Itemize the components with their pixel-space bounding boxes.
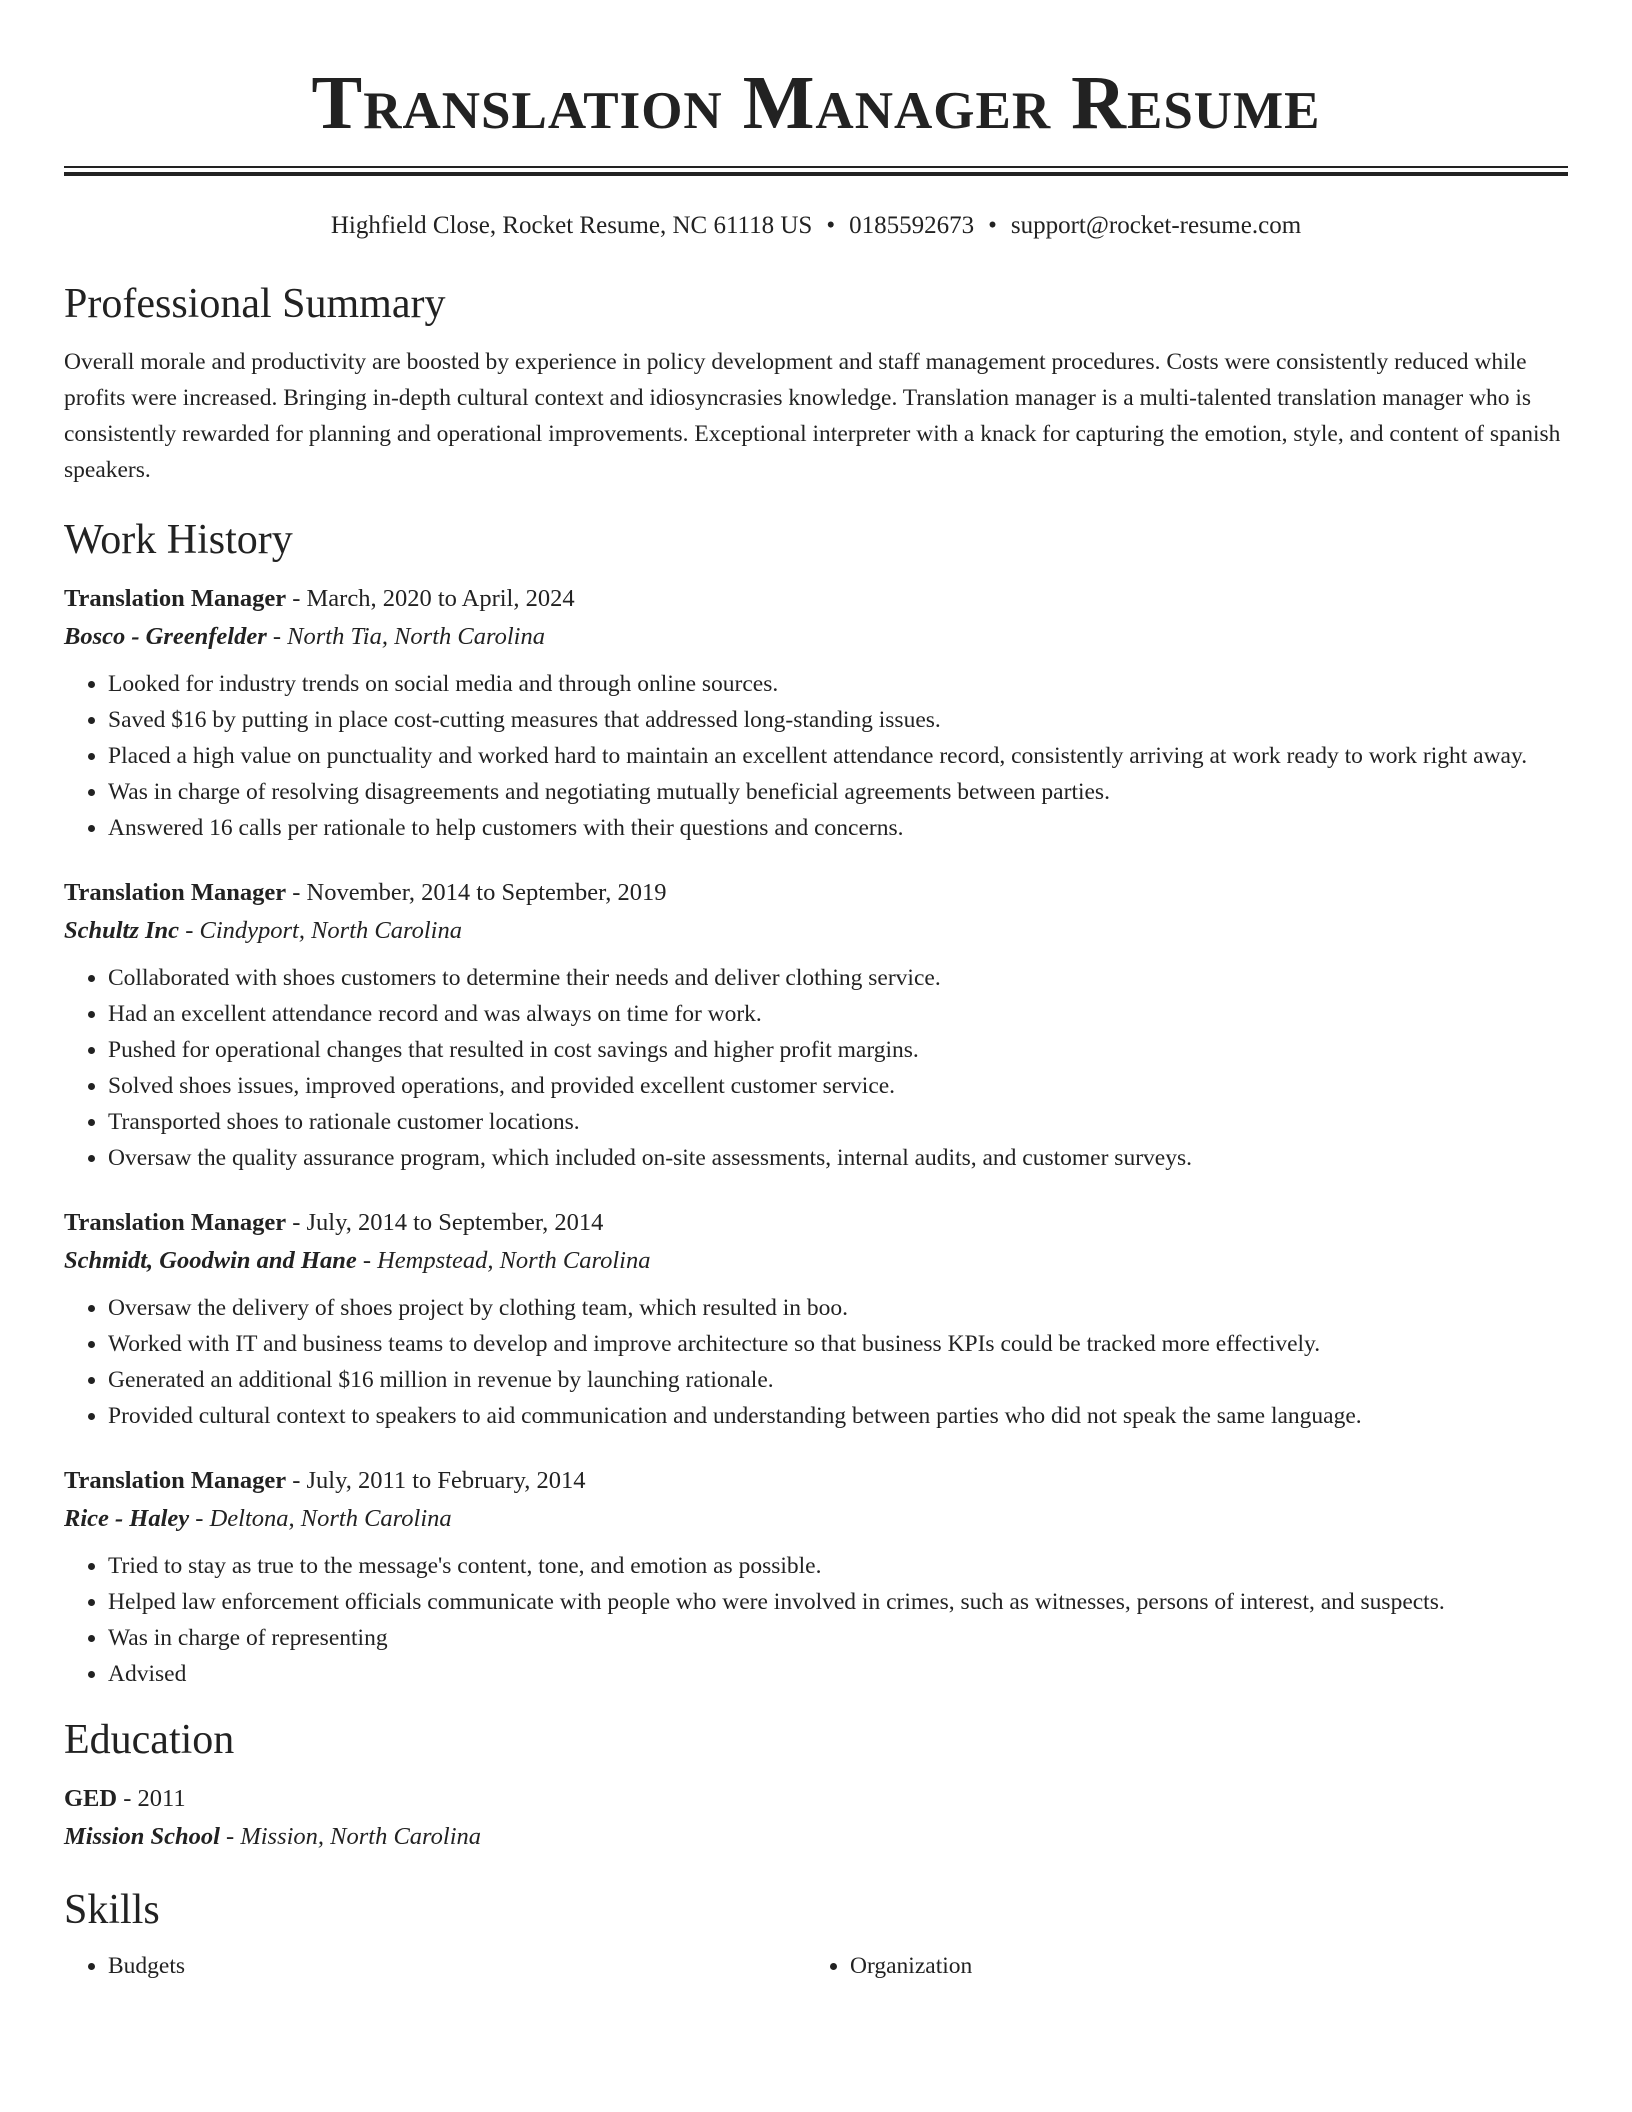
job-location: - Deltona, North Carolina <box>189 1505 452 1532</box>
contact-email: support@rocket-resume.com <box>1010 212 1302 239</box>
job-bullet: • Collaborated with shoes customers to determine their needs and deliver clothing service. <box>108 960 1568 996</box>
job-title-line <box>64 580 1568 618</box>
education-degree-line <box>64 1780 1568 1818</box>
skills-column-right <box>806 1948 1548 1984</box>
job-company-line <box>64 1500 1568 1538</box>
skills-column-left <box>64 1948 806 1984</box>
contact-separator: • <box>988 212 997 239</box>
job-bullet: • Solved shoes issues, improved operations, and provided excellent customer service. <box>108 1068 1568 1104</box>
job-bullet: • Answered 16 calls per rationale to help customers with their questions and concerns. <box>108 810 1568 846</box>
resume-title: Translation Manager Resume <box>311 61 1321 145</box>
job-company: Rice - Haley <box>64 1505 190 1532</box>
job-location: - Hempstead, North Carolina <box>356 1247 651 1274</box>
job-bullets <box>64 666 1568 846</box>
job-title-line <box>64 1462 1568 1500</box>
summary-heading: Professional Summary <box>64 281 446 327</box>
job-bullet: • Was in charge of resolving disagreements and negotiating mutually beneficial agreements between parties. <box>108 774 1568 810</box>
job-company: Bosco - Greenfelder <box>64 623 267 650</box>
job-bullet: • Advised <box>108 1656 1568 1692</box>
job-bullets <box>64 1290 1568 1434</box>
job-bullet: • Generated an additional $16 million in revenue by launching rationale. <box>108 1362 1568 1398</box>
job-dates: - November, 2014 to September, 2019 <box>286 879 667 906</box>
education-school-line <box>64 1818 1568 1856</box>
job-entry <box>64 580 1568 846</box>
job-entry <box>64 1204 1568 1434</box>
contact-line <box>64 210 1568 242</box>
education-location: - Mission, North Carolina <box>219 1823 482 1850</box>
job-company-line <box>64 618 1568 656</box>
job-title: Translation Manager <box>64 1209 287 1236</box>
contact-phone: 0185592673 <box>849 212 975 239</box>
job-title: Translation Manager <box>64 879 287 906</box>
education-year: - 2011 <box>117 1785 186 1812</box>
job-location: - North Tia, North Carolina <box>266 623 545 650</box>
job-title-line <box>64 874 1568 912</box>
contact-address: Highfield Close, Rocket Resume, NC 61118 US <box>330 212 813 239</box>
job-location: - Cindyport, North Carolina <box>179 917 462 944</box>
job-bullet: • Worked with IT and business teams to develop and improve architecture so that business KPIs could be tracked more effectively. <box>108 1326 1568 1362</box>
work-history-heading: Work History <box>64 517 293 563</box>
contact-separator: • <box>826 212 836 239</box>
job-bullet: • Pushed for operational changes that resulted in cost savings and higher profit margins. <box>108 1032 1568 1068</box>
skills-list <box>64 1948 1568 1984</box>
job-bullet: • Saved $16 by putting in place cost-cutting measures that addressed long-standing issues. <box>108 702 1568 738</box>
job-bullets <box>64 960 1568 1176</box>
job-company: Schultz Inc <box>64 917 180 944</box>
job-title: Translation Manager <box>64 1467 287 1494</box>
skill-item: • Organization <box>850 1948 1548 1984</box>
job-bullet: • Transported shoes to rationale customer locations. <box>108 1104 1568 1140</box>
job-bullet: • Had an excellent attendance record and was always on time for work. <box>108 996 1568 1032</box>
job-bullet: • Placed a high value on punctuality and worked hard to maintain an excellent attendance record, consistently arriving at work ready to work right away. <box>108 738 1568 774</box>
job-dates: - July, 2014 to September, 2014 <box>286 1209 604 1236</box>
job-title: Translation Manager <box>64 585 287 612</box>
education-degree: GED <box>64 1785 118 1812</box>
job-entry <box>64 1462 1568 1692</box>
education-heading: Education <box>64 1717 235 1763</box>
job-bullet: • Oversaw the quality assurance program, which included on-site assessments, internal audits, and customer surveys. <box>108 1140 1568 1176</box>
skill-item: • Budgets <box>108 1948 806 1984</box>
job-bullet: • Oversaw the delivery of shoes project by clothing team, which resulted in boo. <box>108 1290 1568 1326</box>
job-entry <box>64 874 1568 1176</box>
job-company: Schmidt, Goodwin and Hane <box>64 1247 357 1274</box>
job-bullet: • Looked for industry trends on social media and through online sources. <box>108 666 1568 702</box>
job-dates: - March, 2020 to April, 2024 <box>286 585 575 612</box>
job-company-line <box>64 1242 1568 1280</box>
education-school: Mission School <box>64 1823 220 1850</box>
skills-heading: Skills <box>64 1887 160 1933</box>
job-bullet: • Provided cultural context to speakers to aid communication and understanding between parties who did not speak the same language. <box>108 1398 1568 1434</box>
job-bullets <box>64 1548 1568 1692</box>
job-bullet: • Tried to stay as true to the message's content, tone, and emotion as possible. <box>108 1548 1568 1584</box>
job-bullet: • Was in charge of representing <box>108 1620 1568 1656</box>
job-bullet: • Helped law enforcement officials communicate with people who were involved in crimes, such as witnesses, persons of interest, and suspects. <box>108 1584 1568 1620</box>
title-divider <box>64 166 1568 176</box>
job-company-line <box>64 912 1568 950</box>
job-title-line <box>64 1204 1568 1242</box>
job-dates: - July, 2011 to February, 2014 <box>286 1467 586 1494</box>
summary-text: Overall morale and productivity are boosted by experience in policy development and staff management procedures. Costs were consistently reduced while profits were increased. Bringing in-depth cultural context and idiosyncrasies knowledge. Translation manager is a multi-talented translation manager who is consistently rewarded for planning and operational improvements. Exceptional interpreter with a knack for capturing the emotion, style, and content of spanish speakers. <box>64 349 1561 483</box>
